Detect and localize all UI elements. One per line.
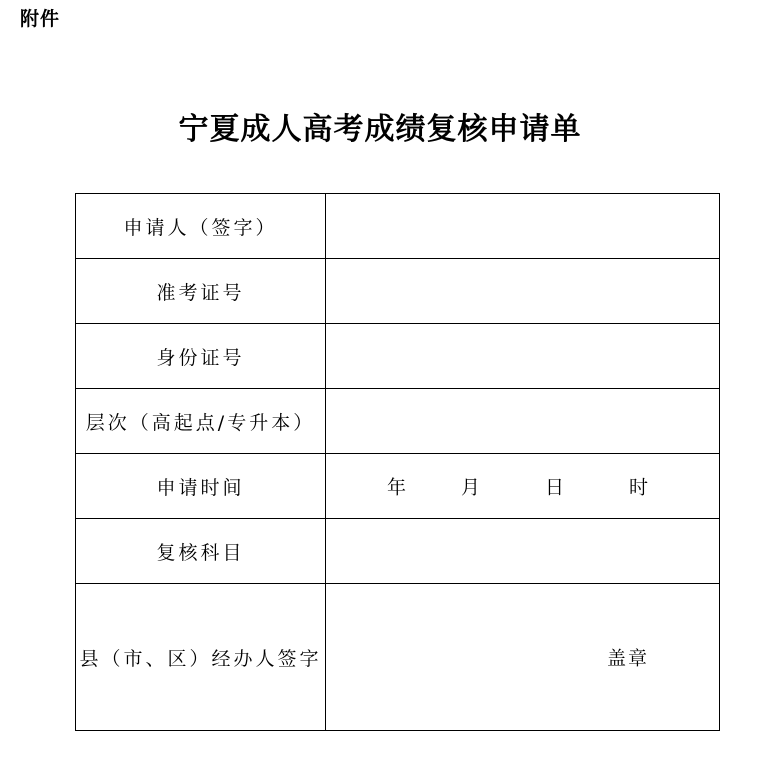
county-officer-signature-label: 县（市、区）经办人签字 [76, 584, 326, 731]
application-time-label: 申请时间 [76, 454, 326, 519]
admission-ticket-label: 准考证号 [76, 259, 326, 324]
time-day-unit: 日 [545, 476, 565, 499]
page-title: 宁夏成人高考成绩复核申请单 [178, 112, 582, 147]
form-row-county-officer [76, 584, 720, 731]
applicant-signature-field[interactable] [326, 194, 720, 259]
review-subject-field[interactable] [326, 519, 720, 584]
level-label: 层次（高起点/专升本） [76, 389, 326, 454]
applicant-signature-label: 申请人（签字） [76, 194, 326, 259]
id-number-label: 身份证号 [76, 324, 326, 389]
form-row-application-time [76, 454, 720, 519]
time-hour-unit: 时 [629, 476, 649, 499]
review-subject-label: 复核科目 [76, 519, 326, 584]
admission-ticket-field[interactable] [326, 259, 720, 324]
form-row-admission-ticket [76, 259, 720, 324]
form-row-review-subject [76, 519, 720, 584]
form-row-id-number [76, 324, 720, 389]
application-form-table [75, 193, 720, 731]
id-number-field[interactable] [326, 324, 720, 389]
application-time-field[interactable] [326, 454, 720, 519]
level-field[interactable] [326, 389, 720, 454]
form-row-applicant [76, 194, 720, 259]
time-month-unit: 月 [461, 476, 481, 499]
form-row-level [76, 389, 720, 454]
time-year-unit: 年 [387, 476, 407, 499]
seal-label: 盖章 [607, 647, 650, 670]
attachment-label: 附件 [20, 8, 61, 30]
county-officer-signature-field[interactable] [326, 584, 720, 731]
